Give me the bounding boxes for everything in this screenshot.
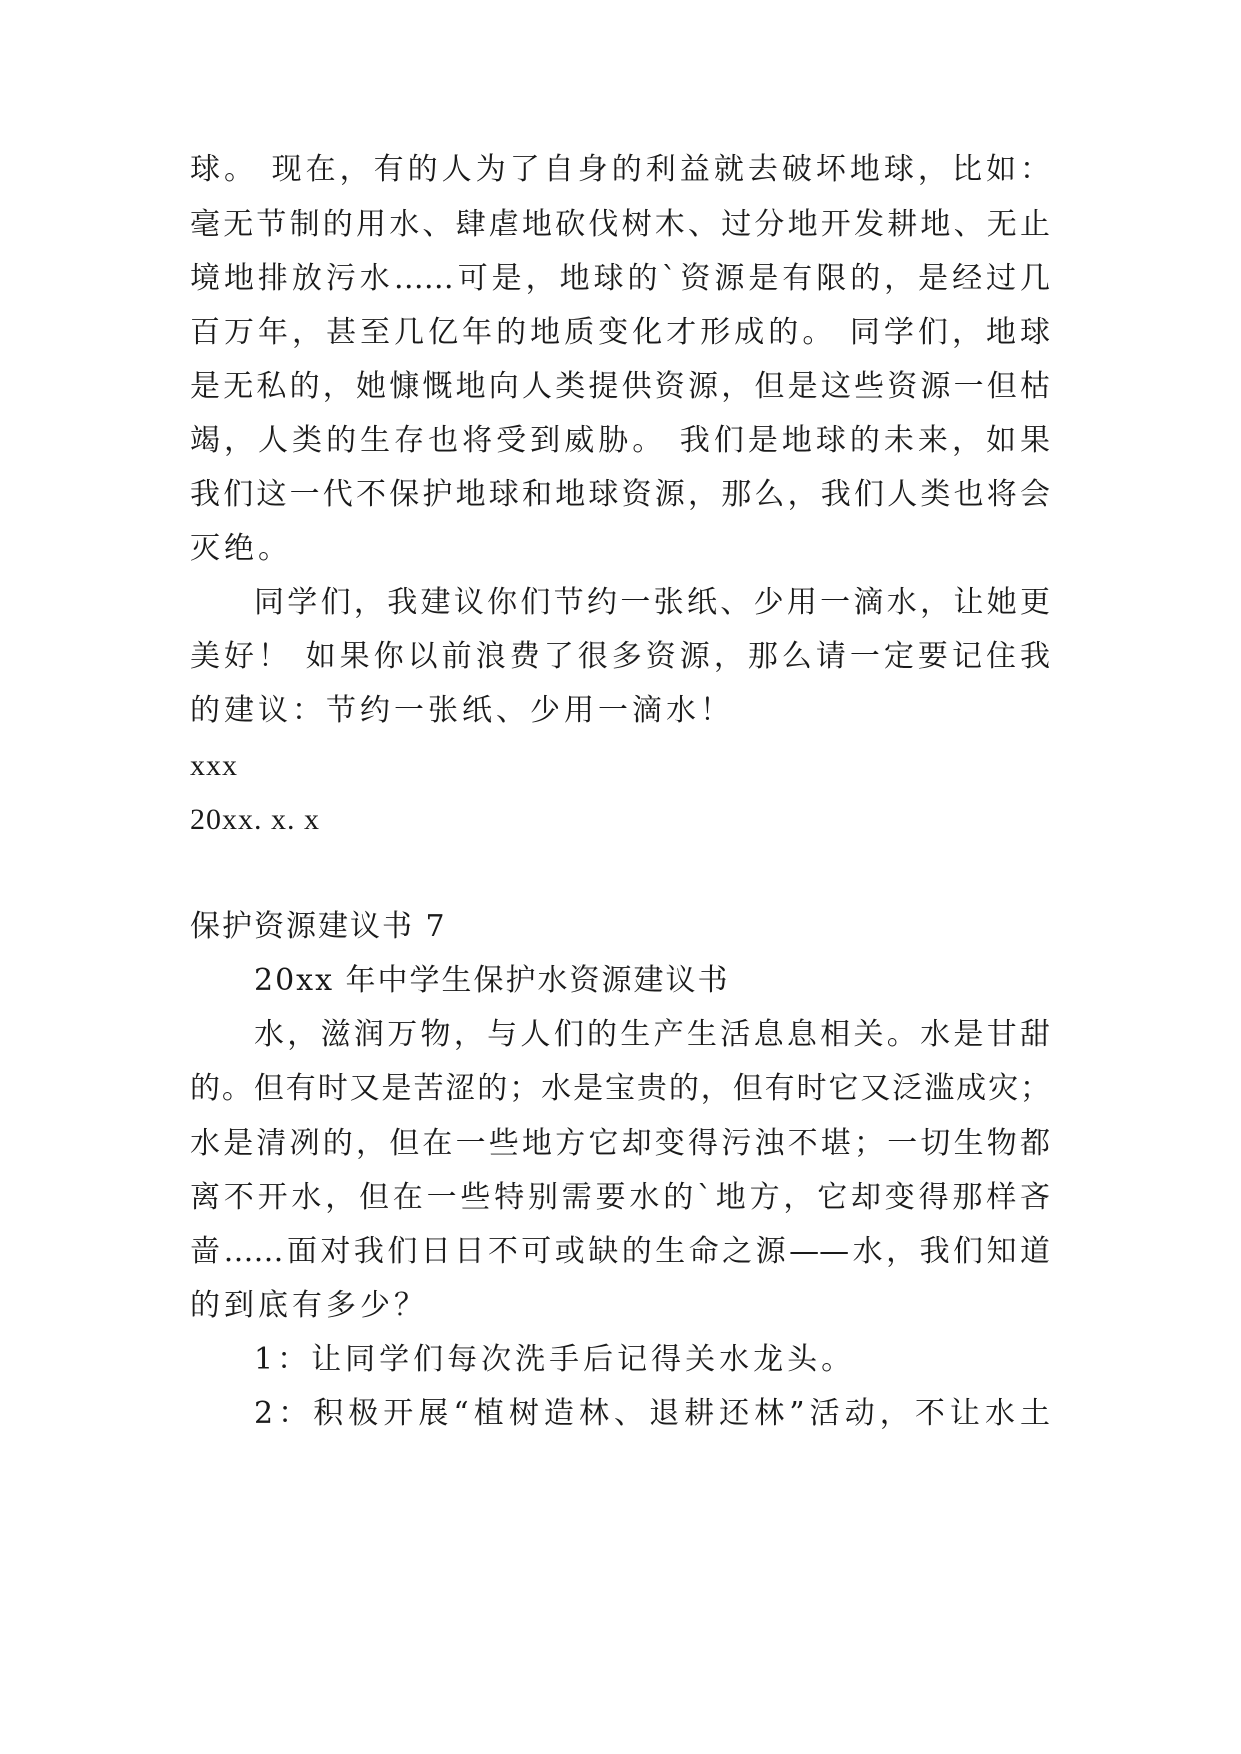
paragraph-line: 离不开水，但在一些特别需要水的`地方，它却变得那样吝	[190, 1180, 1050, 1215]
paragraph-line: 水，滋润万物，与人们的生产生活息息相关。水是甘甜	[254, 1017, 1050, 1052]
list-item: 1：让同学们每次洗手后记得关水龙头。	[254, 1342, 856, 1377]
signature: xxx	[190, 749, 238, 782]
paragraph-line: 毫无节制的用水、肆虐地砍伐树木、过分地开发耕地、无止	[190, 207, 1050, 242]
paragraph-line: 球。 现在，有的人为了自身的利益就去破坏地球，比如：	[190, 152, 1050, 187]
list-item: 2：积极开展“植树造林、退耕还林”活动，不让水土	[254, 1396, 1050, 1431]
paragraph-line: 同学们，我建议你们节约一张纸、少用一滴水，让她更	[254, 585, 1050, 620]
paragraph-line: 的。但有时又是苦涩的；水是宝贵的，但有时它又泛滥成灾；	[190, 1071, 1050, 1106]
section-heading: 保护资源建议书 7	[190, 909, 447, 944]
paragraph-line: 是无私的，她慷慨地向人类提供资源，但是这些资源一但枯	[190, 369, 1050, 404]
paragraph-line: 啬……面对我们日日不可或缺的生命之源——水，我们知道	[190, 1234, 1050, 1269]
paragraph-line: 的建议：节约一张纸、少用一滴水！	[190, 693, 734, 728]
paragraph-line: 灭绝。	[190, 531, 292, 566]
paragraph-line: 百万年，甚至几亿年的地质变化才形成的。 同学们，地球	[190, 315, 1050, 350]
paragraph-line: 水是清冽的，但在一些地方它却变得污浊不堪；一切生物都	[190, 1126, 1050, 1161]
paragraph-line: 的到底有多少？	[190, 1288, 428, 1323]
paragraph-line: 我们这一代不保护地球和地球资源，那么，我们人类也将会	[190, 477, 1050, 512]
paragraph-line: 美好！ 如果你以前浪费了很多资源，那么请一定要记住我	[190, 639, 1050, 674]
paragraph-line: 境地排放污水……可是，地球的`资源是有限的，是经过几	[190, 261, 1050, 296]
document-subtitle: 20xx 年中学生保护水资源建议书	[254, 963, 730, 998]
date: 20xx. x. x	[190, 803, 320, 836]
paragraph-line: 竭，人类的生存也将受到威胁。 我们是地球的未来，如果	[190, 423, 1050, 458]
